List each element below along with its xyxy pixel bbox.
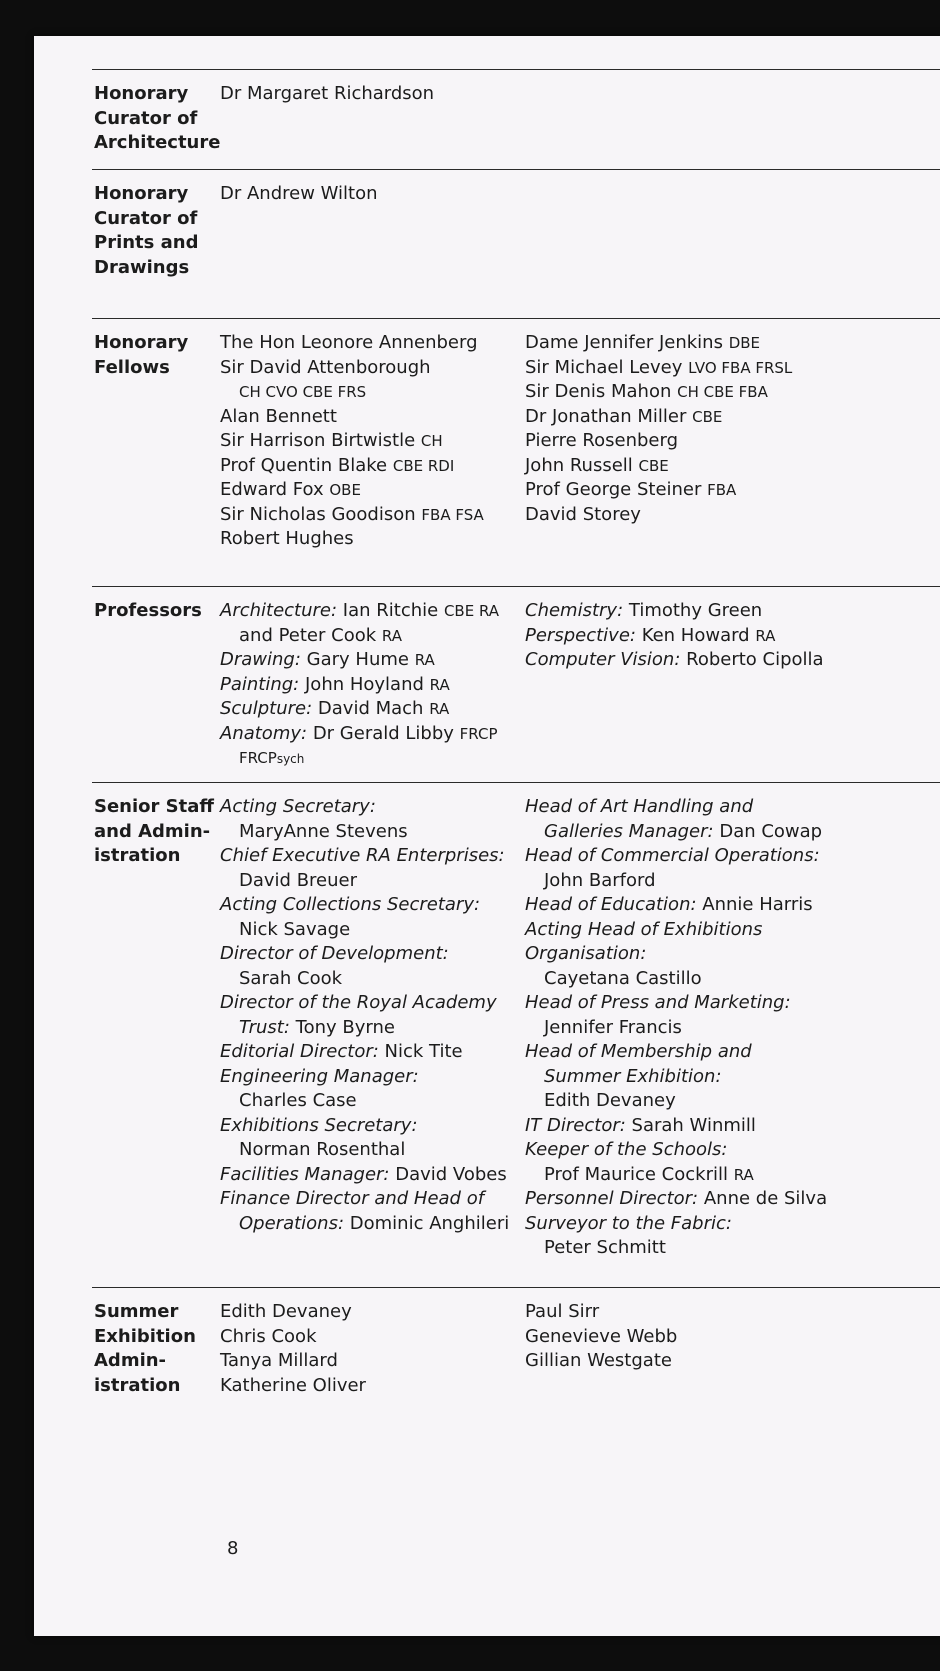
- section-fellows: [92, 318, 940, 549]
- section-senior-staff: [92, 782, 940, 1258]
- summer-col-1: [220, 1300, 520, 1398]
- professors-col-1: [220, 599, 520, 772]
- fellow-entry: Edward Fox OBE: [220, 479, 361, 500]
- name-entry: Chris Cook: [220, 1325, 317, 1347]
- staff-entry: Head of Press and Marketing:: [525, 992, 791, 1013]
- staff-entry: Acting Collections Secretary:: [220, 894, 481, 915]
- staff-entry: Director of the Royal Academy: [220, 992, 497, 1013]
- name-entry: Paul Sirr: [525, 1301, 600, 1322]
- section-col: [220, 82, 520, 107]
- fellow-entry: Alan Bennett: [220, 405, 337, 427]
- fellow-entry: Sir Nicholas Goodison FBA FSA: [220, 503, 484, 525]
- staff-entry: IT Director: Sarah Winmill: [525, 1114, 756, 1136]
- section-label: Honorary Curator of Prints and Drawings: [94, 183, 199, 278]
- section-professors: [92, 586, 940, 767]
- fellow-entry: David Storey: [525, 503, 641, 525]
- page: [34, 36, 940, 1636]
- staff-entry: John Barford: [544, 869, 656, 891]
- professor-entry: Chemistry: Timothy Green: [525, 600, 763, 621]
- fellow-entry: Sir David Attenborough: [220, 356, 431, 378]
- staff-entry: Finance Director and Head of: [220, 1188, 485, 1209]
- fellow-entry: Sir Michael Levey LVO FBA FRSL: [525, 356, 793, 378]
- name-entry: Dr Margaret Richardson: [220, 83, 435, 104]
- summer-col-2: [525, 1300, 855, 1374]
- fellow-entry: Sir Denis Mahon CH CBE FBA: [525, 381, 768, 402]
- fellows-col-1: [220, 331, 520, 552]
- professor-entry: Sculpture: David Mach RA: [220, 698, 450, 719]
- section-curator-architecture: [92, 69, 940, 153]
- section-col: [220, 182, 520, 207]
- name-entry: Edith Devaney: [220, 1301, 352, 1322]
- staff-entry: Head of Membership and: [525, 1041, 752, 1062]
- fellow-entry: Sir Harrison Birtwistle CH: [220, 430, 443, 451]
- staff-entry: Operations: Dominic Anghileri: [239, 1212, 510, 1234]
- fellow-entry: Pierre Rosenberg: [525, 430, 678, 451]
- professors-col-2: [525, 599, 855, 673]
- staff-entry: David Breuer: [239, 869, 358, 891]
- staff-entry: Director of Development:: [220, 943, 449, 964]
- fellow-entry: The Hon Leonore Annenberg: [220, 332, 478, 353]
- name-entry: Katherine Oliver: [220, 1374, 366, 1396]
- staff-entry: Head of Commercial Operations:: [525, 845, 820, 866]
- staff-entry: Edith Devaney: [544, 1090, 676, 1111]
- fellow-entry: CH CVO CBE FRS: [239, 383, 367, 401]
- professor-entry: Computer Vision: Roberto Cipolla: [525, 649, 824, 670]
- section-label: Senior Staff and Admin-istration: [94, 796, 214, 866]
- name-entry: Dr Andrew Wilton: [220, 183, 378, 204]
- name-entry: Genevieve Webb: [525, 1325, 678, 1347]
- professor-entry: FRCPsych: [239, 749, 305, 767]
- name-entry: Gillian Westgate: [525, 1350, 672, 1371]
- fellow-entry: Prof Quentin Blake CBE RDI: [220, 454, 455, 476]
- section-label: Honorary Fellows: [94, 332, 189, 378]
- staff-entry: Summer Exhibition:: [544, 1065, 722, 1087]
- fellow-entry: Dame Jennifer Jenkins DBE: [525, 332, 761, 353]
- fellow-entry: John Russell CBE: [525, 454, 669, 476]
- staff-entry: MaryAnne Stevens: [239, 820, 408, 842]
- staff-entry: Exhibitions Secretary:: [220, 1114, 418, 1136]
- staff-entry: Acting Secretary:: [220, 796, 376, 817]
- staff-entry: Sarah Cook: [239, 967, 343, 989]
- professor-entry: Architecture: Ian Ritchie CBE RA: [220, 600, 500, 621]
- professor-entry: Perspective: Ken Howard RA: [525, 624, 776, 646]
- section-label: Honorary Curator of Architecture: [94, 83, 221, 153]
- fellow-entry: Dr Jonathan Miller CBE: [525, 405, 723, 427]
- staff-entry: Facilities Manager: David Vobes: [220, 1163, 507, 1185]
- staff-entry: Acting Head of Exhibitions: [525, 918, 763, 940]
- staff-entry: Chief Executive RA Enterprises:: [220, 845, 505, 866]
- staff-entry: Head of Education: Annie Harris: [525, 894, 813, 915]
- fellow-entry: Prof George Steiner FBA: [525, 479, 737, 500]
- section-summer-exhibition: [92, 1287, 940, 1396]
- professor-entry: and Peter Cook RA: [239, 624, 402, 646]
- professor-entry: Painting: John Hoyland RA: [220, 673, 450, 695]
- fellows-col-2: [525, 331, 855, 527]
- professor-entry: Drawing: Gary Hume RA: [220, 649, 435, 670]
- staff-entry: Jennifer Francis: [544, 1016, 682, 1038]
- staff-col-2: [525, 795, 855, 1261]
- section-curator-prints: [92, 169, 940, 278]
- staff-entry: Norman Rosenthal: [239, 1139, 406, 1160]
- fellow-entry: Robert Hughes: [220, 528, 354, 549]
- staff-entry: Trust: Tony Byrne: [239, 1016, 395, 1038]
- staff-entry: Personnel Director: Anne de Silva: [525, 1188, 828, 1209]
- staff-entry: Prof Maurice Cockrill RA: [544, 1163, 754, 1185]
- staff-col-1: [220, 795, 520, 1236]
- staff-entry: Keeper of the Schools:: [525, 1139, 728, 1160]
- name-entry: Tanya Millard: [220, 1350, 338, 1371]
- staff-entry: Head of Art Handling and: [525, 796, 754, 817]
- page-number: 8: [227, 1538, 239, 1559]
- staff-entry: Peter Schmitt: [544, 1237, 666, 1258]
- staff-entry: Engineering Manager:: [220, 1065, 419, 1087]
- staff-entry: Nick Savage: [239, 918, 351, 940]
- staff-entry: Cayetana Castillo: [544, 967, 702, 989]
- professor-entry: Anatomy: Dr Gerald Libby FRCP: [220, 722, 498, 744]
- section-label: Summer Exhibition Admin-istration: [94, 1301, 196, 1396]
- staff-entry: Galleries Manager: Dan Cowap: [544, 820, 823, 842]
- staff-entry: Charles Case: [239, 1090, 357, 1111]
- staff-entry: Editorial Director: Nick Tite: [220, 1041, 463, 1062]
- staff-entry: Surveyor to the Fabric:: [525, 1212, 732, 1234]
- section-label: Professors: [94, 600, 202, 621]
- staff-entry: Organisation:: [525, 943, 647, 964]
